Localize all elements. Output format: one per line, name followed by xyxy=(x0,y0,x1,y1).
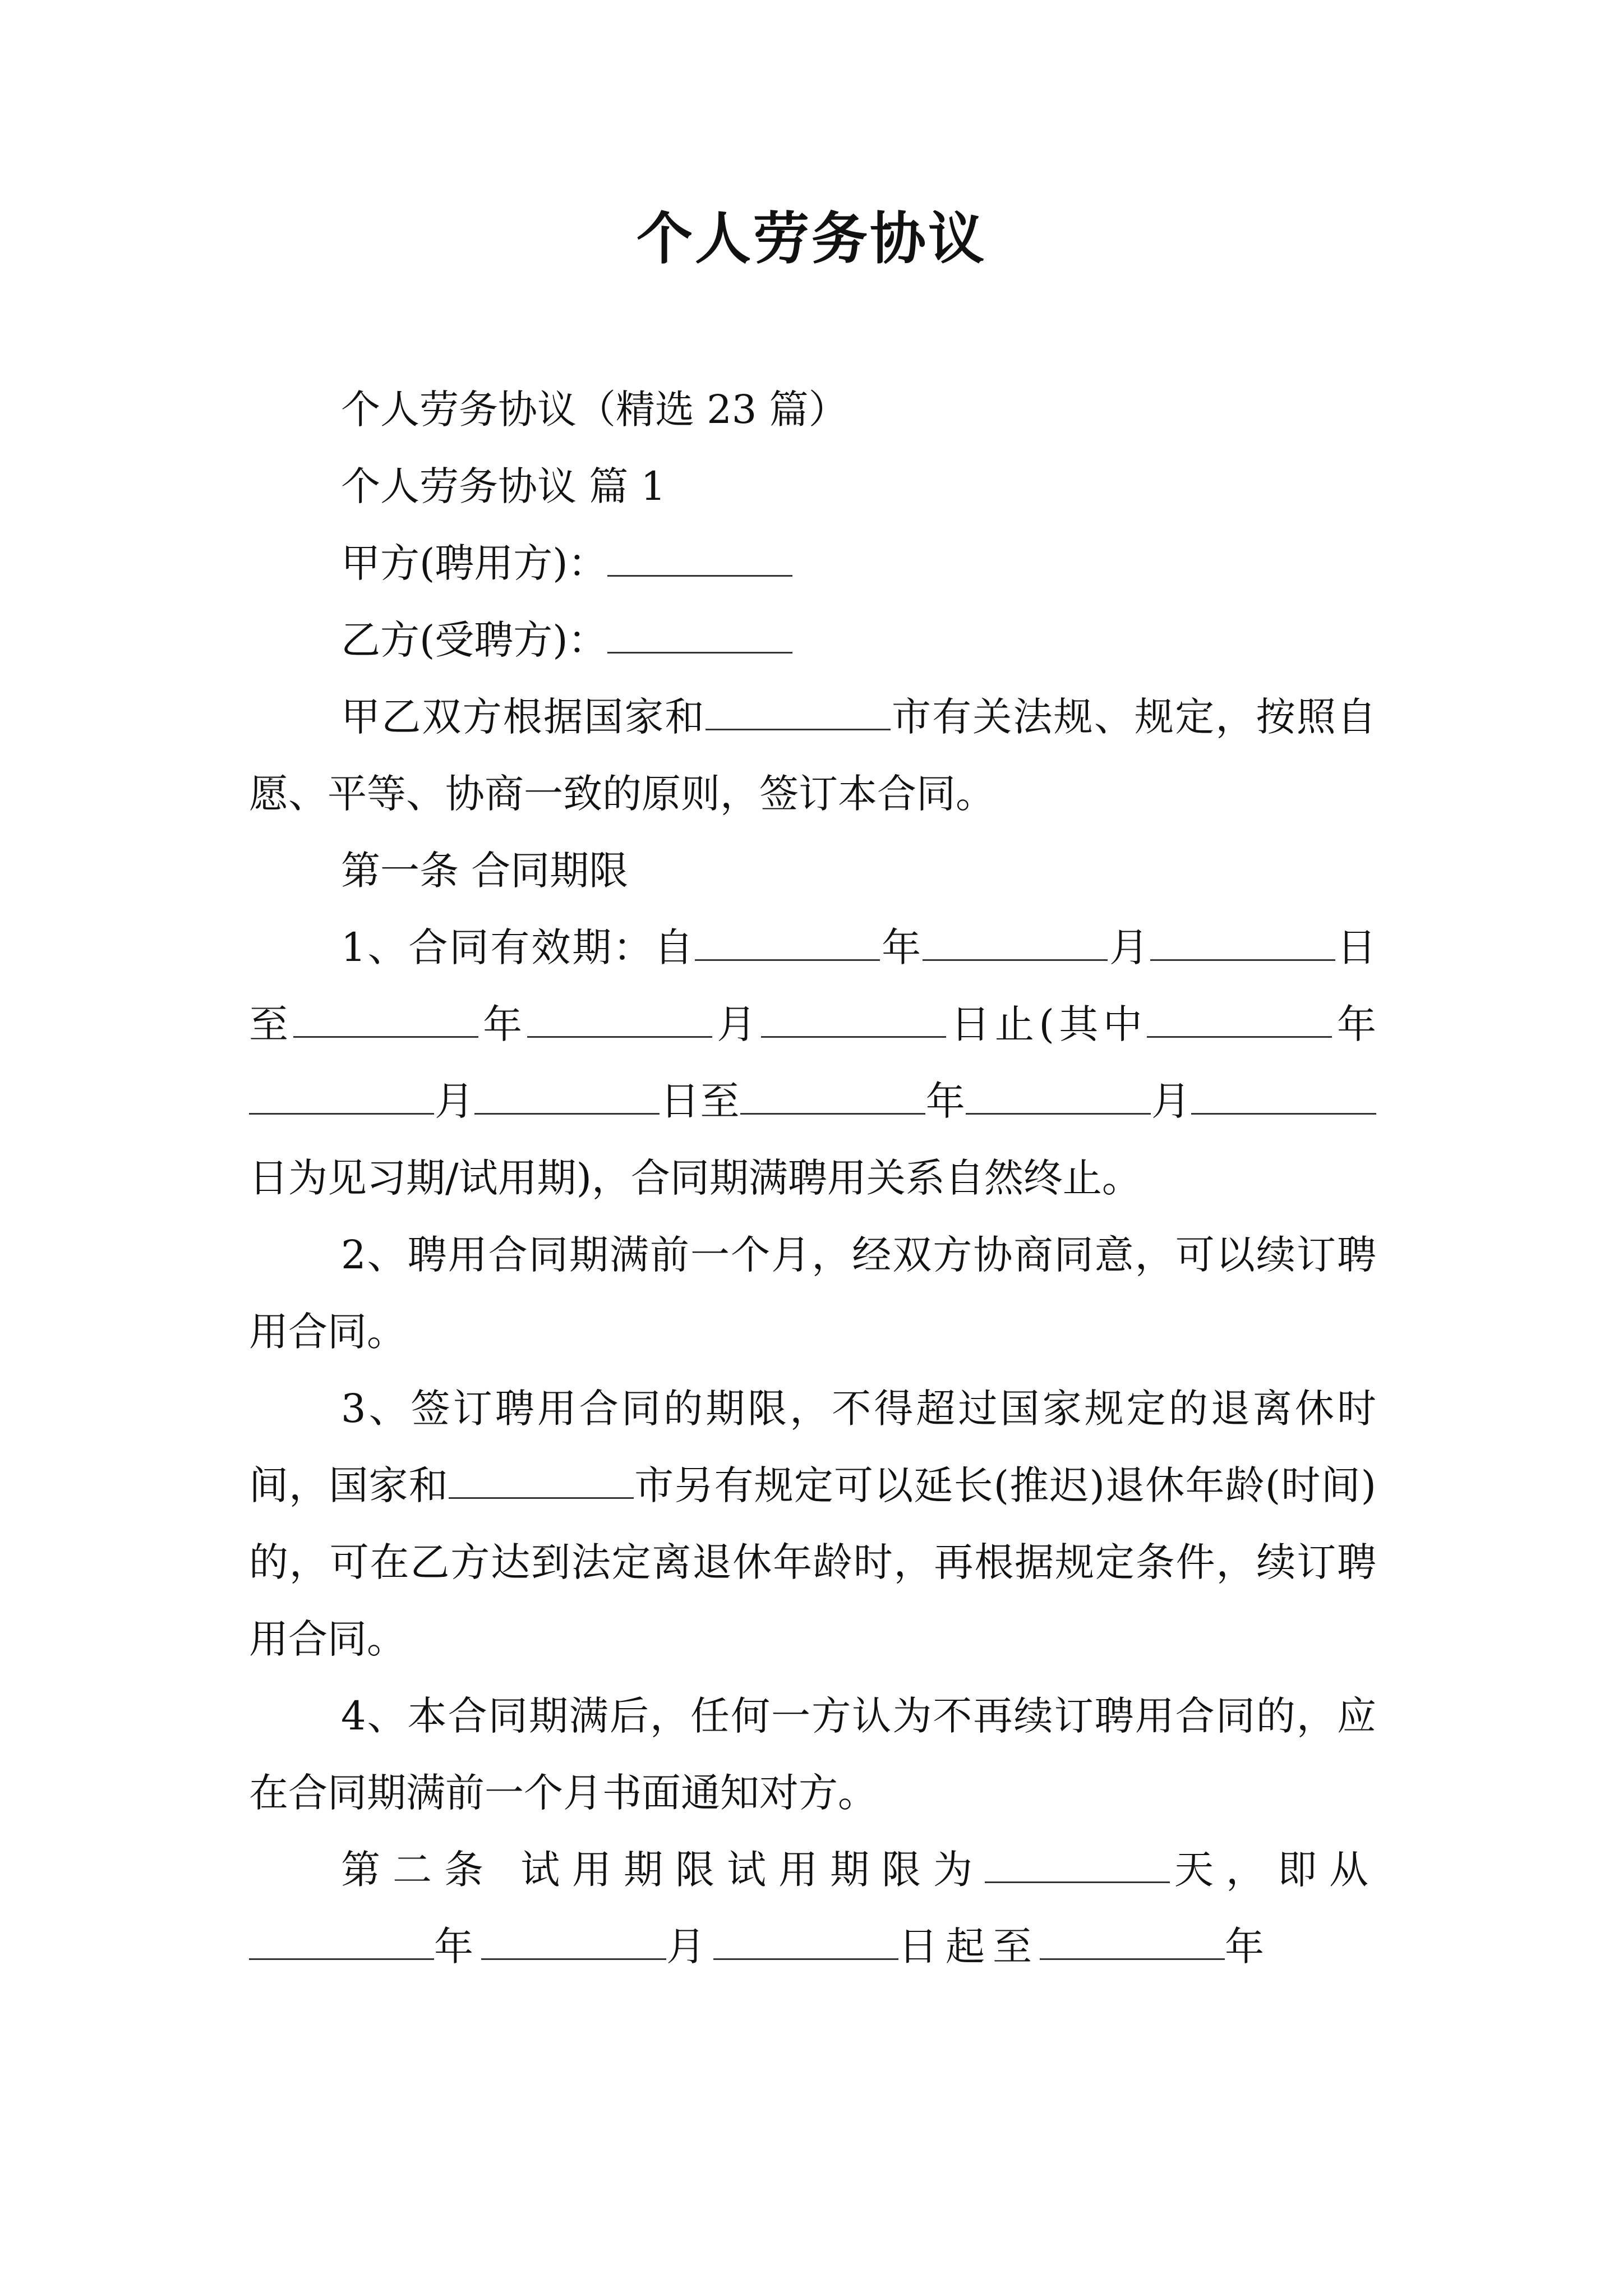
clause-1-text: 1、合同有效期：自 xyxy=(341,924,695,970)
date-blank xyxy=(1147,1001,1332,1038)
article-1-heading: 第一条 合同期限 xyxy=(341,848,629,894)
clause-1-text: 日止(其中 xyxy=(946,1001,1147,1047)
clause-1-text: 月 xyxy=(1150,1078,1192,1124)
party-a-label: 甲方(聘用方)： xyxy=(341,540,607,586)
clause-3-text: 市另有规定可以延长(推迟)退休年龄(时间)的，可在乙方达到法定离退休年龄时，再根据规定条件，续订聘用合同。 xyxy=(249,1462,1376,1662)
party-b-label: 乙方(受聘方)： xyxy=(341,617,607,663)
clause-1-text: 月 xyxy=(712,1001,761,1047)
clause-1-text: 日至 xyxy=(249,924,1376,1047)
clause-3-text: 3、签订聘用合同的期限，不得超过国家规定的退离休时间，国家和 xyxy=(249,1386,1376,1508)
date-blank xyxy=(527,1001,712,1038)
article-2-text: 天，即从 xyxy=(1170,1847,1376,1893)
date-blank xyxy=(474,1078,660,1115)
city-blank xyxy=(449,1462,634,1499)
date-blank xyxy=(761,1001,946,1038)
section-heading: 个人劳务协议 篇 1 xyxy=(341,463,666,509)
document-body xyxy=(249,371,1376,1985)
clause-1-text: 月 xyxy=(1108,924,1151,970)
party-a-blank xyxy=(607,540,792,577)
days-blank xyxy=(985,1847,1170,1883)
date-blank xyxy=(966,1078,1151,1115)
document-title: 个人劳务协议 xyxy=(637,205,986,272)
date-blank xyxy=(1150,924,1335,961)
date-blank xyxy=(713,1924,898,1960)
date-blank xyxy=(481,1924,666,1960)
clause-1 xyxy=(249,909,1376,1217)
party-a-line xyxy=(249,525,1376,602)
article-2-text: 日起至 xyxy=(898,1924,1040,1970)
clause-4: 4、本合同期满后，任何一方认为不再续订聘用合同的，应在合同期满前一个月书面通知对方。 xyxy=(249,1693,1376,1816)
date-blank xyxy=(695,924,880,961)
article-2-text: 年 xyxy=(434,1924,481,1970)
article-2-text: 月 xyxy=(666,1924,713,1970)
clause-1-text: 年 xyxy=(1332,1001,1377,1047)
subtitle: 个人劳务协议（精选 23 篇） xyxy=(341,386,848,432)
clause-1-text: 日至 xyxy=(660,1078,740,1124)
party-b-line xyxy=(249,602,1376,679)
article-2-text: 第二条 试用期限试用期限为 xyxy=(341,1847,985,1893)
city-blank xyxy=(706,694,891,730)
clause-1-text: 年 xyxy=(478,1001,527,1047)
article-2 xyxy=(249,1832,1376,1985)
date-blank xyxy=(923,924,1108,961)
intro-paragraph xyxy=(249,679,1376,832)
clause-1-text: 日为见习期/试用期)，合同期满聘用关系自然终止。 xyxy=(249,1155,1141,1201)
date-blank xyxy=(740,1078,925,1115)
clause-1-text: 年 xyxy=(880,924,923,970)
date-blank xyxy=(249,1924,434,1960)
date-blank xyxy=(1191,1078,1376,1115)
clause-2: 2、聘用合同期满前一个月，经双方协商同意，可以续订聘用合同。 xyxy=(249,1232,1376,1355)
date-blank xyxy=(293,1001,478,1038)
date-blank xyxy=(249,1078,434,1115)
date-blank xyxy=(1040,1924,1225,1960)
clause-1-text: 月 xyxy=(434,1078,475,1124)
party-b-blank xyxy=(607,617,792,654)
clause-1-text: 年 xyxy=(925,1078,966,1124)
intro-text-a: 甲乙双方根据国家和 xyxy=(341,694,706,740)
article-2-text: 年 xyxy=(1225,1924,1272,1970)
intro-text-b: 市有关法规、规定，按照自愿、平等、协商一致的原则，签订本合同。 xyxy=(249,694,1377,817)
clause-3 xyxy=(249,1370,1376,1678)
